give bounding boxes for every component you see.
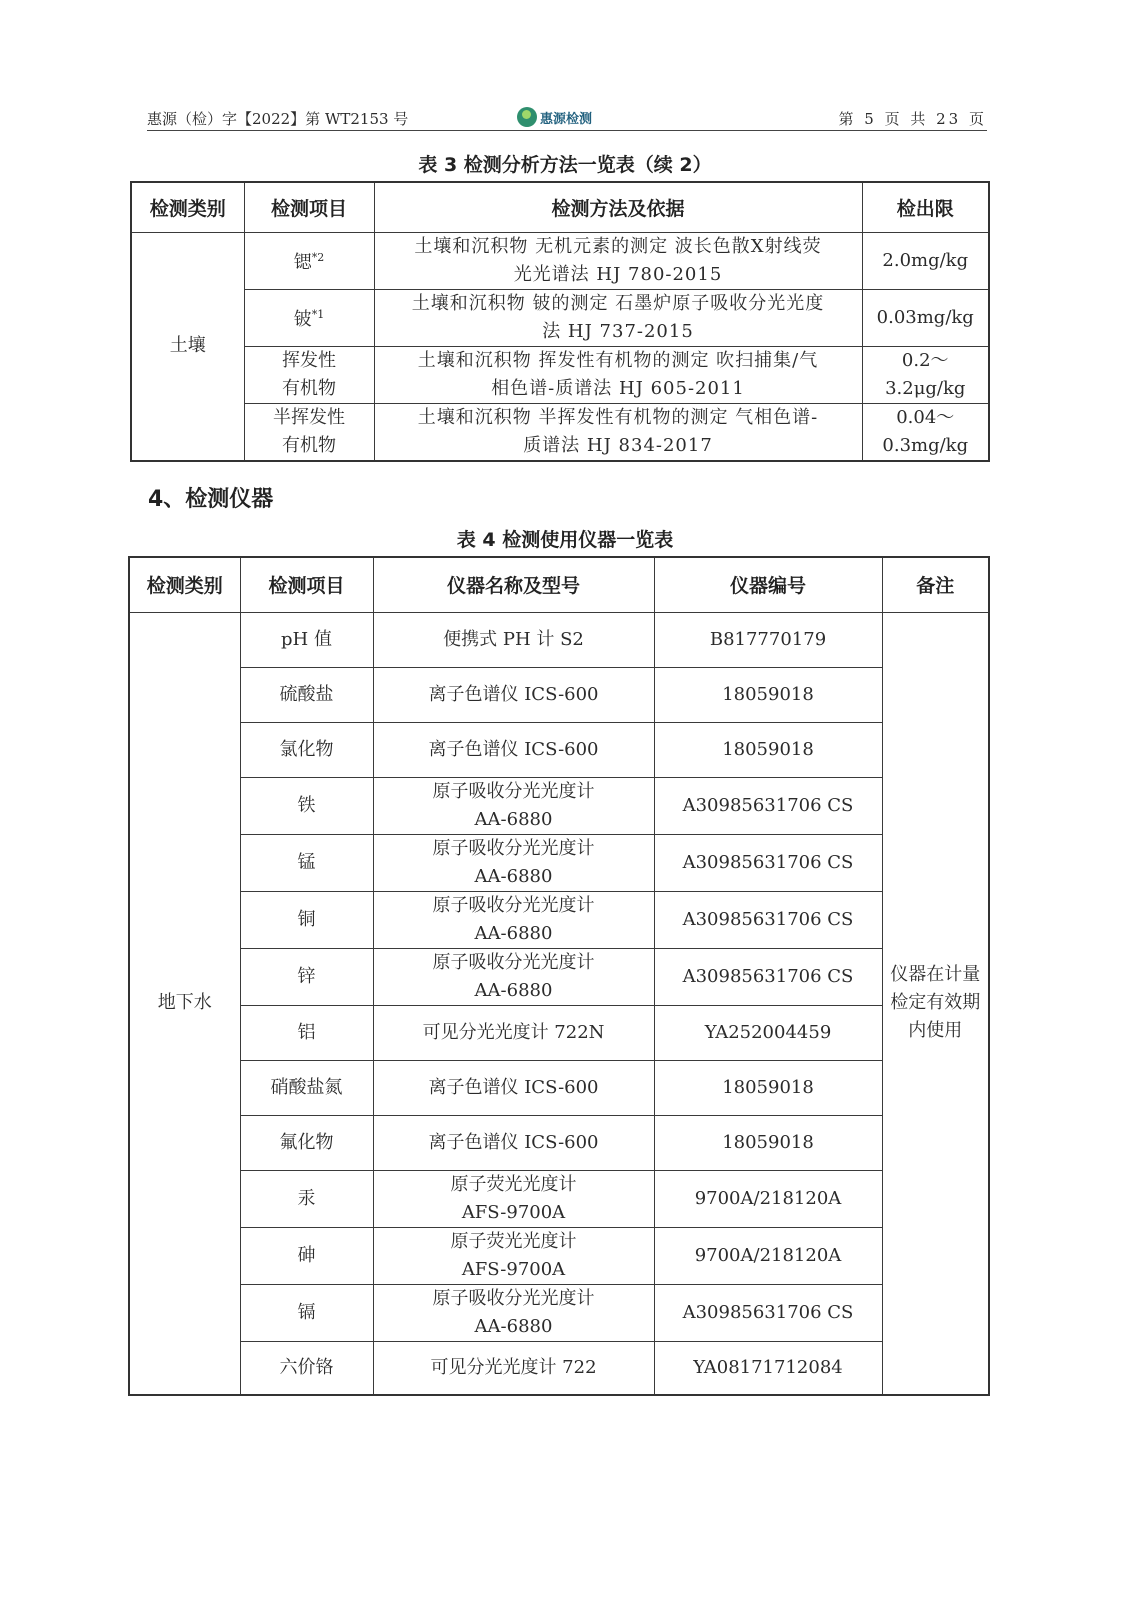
logo-icon	[517, 107, 537, 127]
method-table	[130, 181, 990, 462]
table-row	[129, 834, 989, 891]
item-cell: 汞	[240, 1170, 373, 1227]
cell-line: 3.2μg/kg	[885, 377, 966, 399]
instrument-cell	[373, 722, 654, 777]
cell-line: 土壤和沉积物 挥发性有机物的测定 吹扫捕集/气	[417, 349, 819, 371]
instrument-number-cell: A30985631706 CS	[654, 891, 882, 948]
item-cell: 铜	[240, 891, 373, 948]
cell-line: 土壤和沉积物 铍的测定 石墨炉原子吸收分光光度	[411, 292, 825, 314]
header-cell: 检测项目	[240, 557, 373, 612]
item-name: 锶	[293, 252, 312, 273]
report-number: 惠源（检）字【2022】第 WT2153 号	[147, 110, 409, 128]
item-cell: 六价铬	[240, 1341, 373, 1395]
instrument-number-cell: YA08171712084	[654, 1341, 882, 1395]
logo-text: 惠源检测	[540, 111, 593, 127]
instrument-cell	[373, 891, 654, 948]
header-cell: 检测项目	[244, 182, 374, 232]
limit-cell	[862, 289, 989, 346]
cell-line: 可见分光光度计 722	[430, 1356, 597, 1378]
footnote-mark: *1	[311, 308, 325, 321]
table-row	[129, 1060, 989, 1115]
category-cell: 土壤	[131, 232, 244, 461]
cell-line: 相色谱-质谱法 HJ 605-2011	[491, 377, 745, 399]
limit-cell	[862, 346, 989, 403]
page-header	[147, 104, 987, 131]
cell-line: AFS-9700A	[461, 1258, 566, 1280]
item-cell	[244, 403, 374, 461]
instrument-cell	[373, 1060, 654, 1115]
item-cell: 铝	[240, 1005, 373, 1060]
item-cell: 铁	[240, 777, 373, 834]
item-cell: 硫酸盐	[240, 667, 373, 722]
instrument-number-cell: 9700A/218120A	[654, 1227, 882, 1284]
instrument-number-cell: B817770179	[654, 612, 882, 667]
table-row	[131, 289, 989, 346]
table-row	[129, 667, 989, 722]
cell-line: 0.03mg/kg	[876, 306, 974, 328]
cell-line: 原子吸收分光光度计	[432, 837, 595, 859]
instrument-table	[128, 556, 990, 1396]
header-cell: 备注	[882, 557, 989, 612]
table-row	[131, 346, 989, 403]
item-cell	[244, 289, 374, 346]
section-title: 4、检测仪器	[148, 487, 274, 512]
item-cell: pH 值	[240, 612, 373, 667]
cell-line: 离子色谱仪 ICS-600	[428, 1131, 599, 1153]
item-cell: 氯化物	[240, 722, 373, 777]
item-line: 半挥发性	[273, 406, 345, 428]
item-cell	[244, 346, 374, 403]
table-header-row	[129, 557, 989, 612]
cell-line: 离子色谱仪 ICS-600	[428, 1076, 599, 1098]
table-row	[129, 1005, 989, 1060]
item-cell: 锌	[240, 948, 373, 1005]
cell-line: AA-6880	[474, 979, 553, 1001]
item-cell: 硝酸盐氮	[240, 1060, 373, 1115]
item-cell: 锰	[240, 834, 373, 891]
item-cell	[244, 232, 374, 289]
instrument-number-cell: A30985631706 CS	[654, 1284, 882, 1341]
instrument-number-cell: 18059018	[654, 722, 882, 777]
cell-line: 0.2～	[901, 349, 949, 371]
cell-line: 0.3mg/kg	[882, 434, 969, 456]
table-row	[129, 1227, 989, 1284]
cell-line: AA-6880	[474, 1315, 553, 1337]
item-cell: 砷	[240, 1227, 373, 1284]
table-header-row	[131, 182, 989, 232]
instrument-cell	[373, 777, 654, 834]
cell-line: 原子荧光光度计	[450, 1173, 577, 1195]
remark-cell: 仪器在计量检定有效期内使用	[882, 612, 989, 1395]
cell-line: 法 HJ 737-2015	[542, 320, 694, 342]
cell-line: 原子吸收分光光度计	[432, 1287, 595, 1309]
cell-line: 便携式 PH 计 S2	[443, 628, 584, 650]
instrument-cell	[373, 1227, 654, 1284]
instrument-cell	[373, 1115, 654, 1170]
cell-line: 光光谱法 HJ 780-2015	[513, 263, 723, 285]
instrument-cell	[373, 1284, 654, 1341]
item-cell: 氟化物	[240, 1115, 373, 1170]
table-row	[131, 403, 989, 461]
cell-line: 离子色谱仪 ICS-600	[428, 683, 599, 705]
cell-line: 原子吸收分光光度计	[432, 894, 595, 916]
item-line: 有机物	[282, 434, 336, 456]
table-row	[129, 1115, 989, 1170]
instrument-number-cell: 9700A/218120A	[654, 1170, 882, 1227]
table-row	[129, 1341, 989, 1395]
method-cell	[374, 403, 862, 461]
instrument-number-cell: A30985631706 CS	[654, 948, 882, 1005]
item-line: 有机物	[282, 377, 336, 399]
instrument-number-cell: YA252004459	[654, 1005, 882, 1060]
instrument-cell	[373, 1005, 654, 1060]
instrument-cell	[373, 1170, 654, 1227]
item-cell: 镉	[240, 1284, 373, 1341]
instrument-number-cell: 18059018	[654, 667, 882, 722]
instrument-cell	[373, 667, 654, 722]
cell-line: 可见分光光度计 722N	[422, 1021, 605, 1043]
method-cell	[374, 346, 862, 403]
instrument-number-cell: 18059018	[654, 1115, 882, 1170]
table4-caption: 表 4 检测使用仪器一览表	[456, 529, 674, 551]
instrument-cell	[373, 1341, 654, 1395]
method-cell	[374, 232, 862, 289]
instrument-number-cell: A30985631706 CS	[654, 777, 882, 834]
table3-caption: 表 3 检测分析方法一览表（续 2）	[418, 154, 712, 176]
cell-line: 离子色谱仪 ICS-600	[428, 738, 599, 760]
cell-line: AA-6880	[474, 808, 553, 830]
cell-line: AA-6880	[474, 865, 553, 887]
cell-line: AFS-9700A	[461, 1201, 566, 1223]
table-row	[131, 232, 989, 289]
table-row	[129, 891, 989, 948]
table-row	[129, 612, 989, 667]
instrument-number-cell: 18059018	[654, 1060, 882, 1115]
table-row	[129, 722, 989, 777]
cell-line: 土壤和沉积物 无机元素的测定 波长色散X射线荧	[414, 235, 822, 257]
category-cell: 地下水	[129, 612, 240, 1395]
header-cell: 仪器编号	[654, 557, 882, 612]
table-row	[129, 1170, 989, 1227]
item-line: 挥发性	[282, 349, 336, 371]
instrument-cell	[373, 948, 654, 1005]
instrument-cell	[373, 612, 654, 667]
header-cell: 仪器名称及型号	[373, 557, 654, 612]
table-row	[129, 948, 989, 1005]
header-cell: 检测类别	[131, 182, 244, 232]
header-cell: 检测类别	[129, 557, 240, 612]
footnote-mark: *2	[311, 251, 325, 264]
instrument-number-cell: A30985631706 CS	[654, 834, 882, 891]
cell-line: 土壤和沉积物 半挥发性有机物的测定 气相色谱-	[417, 406, 819, 428]
company-logo	[517, 106, 592, 128]
cell-line: AA-6880	[474, 922, 553, 944]
limit-cell	[862, 403, 989, 461]
limit-cell	[862, 232, 989, 289]
cell-line: 2.0mg/kg	[882, 249, 969, 271]
page-number: 第 5 页 共 23 页	[838, 110, 987, 128]
table-row	[129, 777, 989, 834]
instrument-cell	[373, 834, 654, 891]
cell-line: 原子荧光光度计	[450, 1230, 577, 1252]
cell-line: 原子吸收分光光度计	[432, 951, 595, 973]
cell-line: 原子吸收分光光度计	[432, 780, 595, 802]
item-name: 铍	[293, 309, 312, 330]
cell-line: 0.04～	[896, 406, 955, 428]
cell-line: 质谱法 HJ 834-2017	[523, 434, 713, 456]
table-row	[129, 1284, 989, 1341]
header-cell: 检测方法及依据	[374, 182, 862, 232]
method-cell	[374, 289, 862, 346]
header-cell: 检出限	[862, 182, 989, 232]
